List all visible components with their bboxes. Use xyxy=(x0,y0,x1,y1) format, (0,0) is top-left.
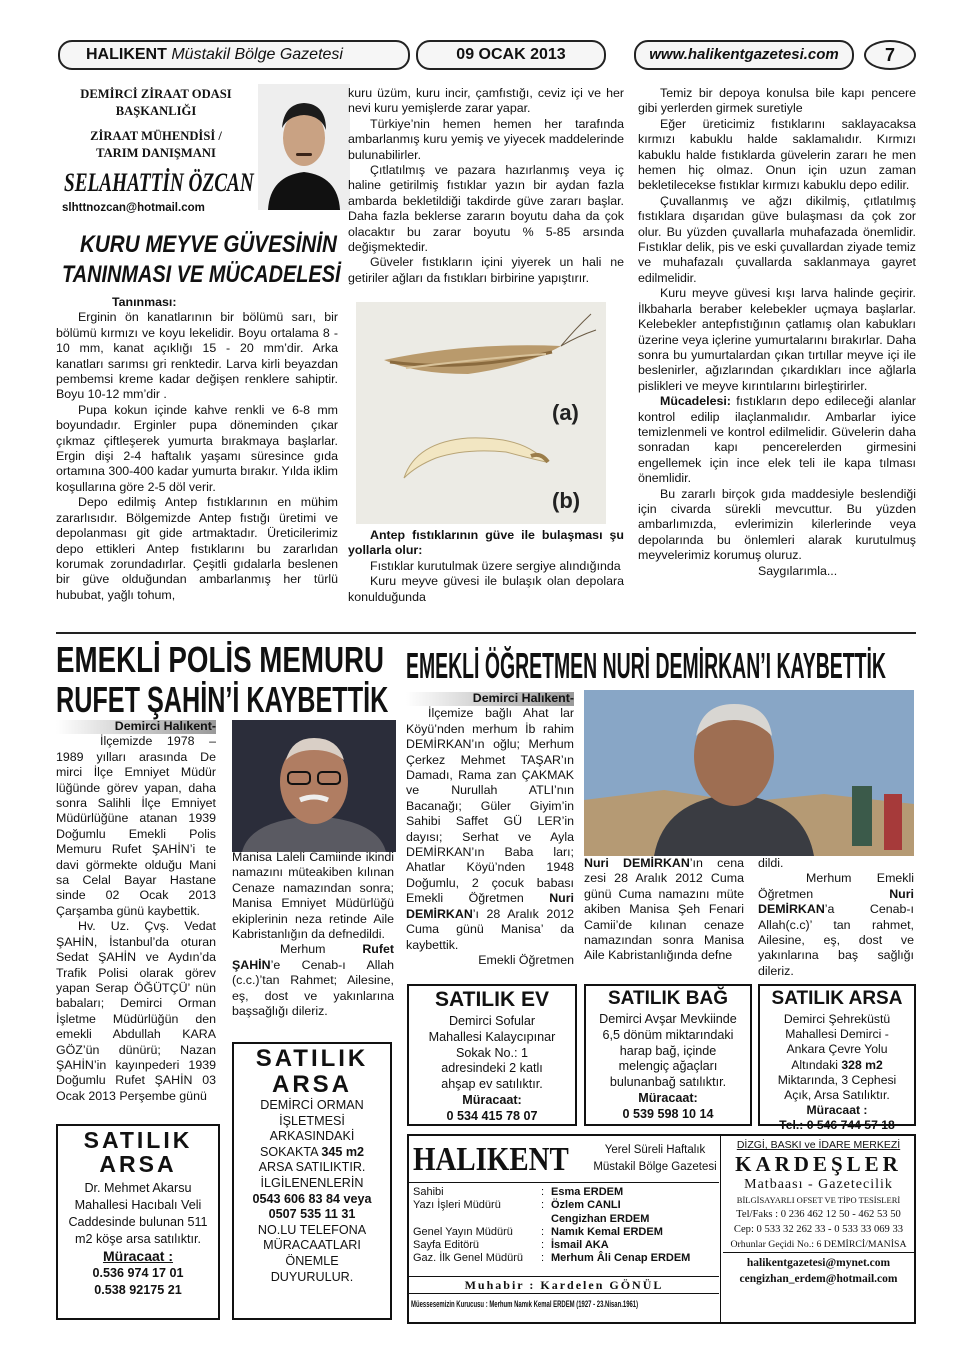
ogretmen-col3-pre: Merhum Emekli Öğretmen xyxy=(758,871,914,901)
polis-photo xyxy=(232,720,396,852)
arsa2-line-5: ARSA SATILIKTIR. xyxy=(258,1160,366,1175)
main-article-col-2 xyxy=(348,86,624,286)
arsa2-phone-2: 0507 535 11 31 xyxy=(268,1207,356,1222)
polis-col1-p1: İlçemizde 1978 – 1989 yılları arasında De mirci İlçe Emniyet Müdür lüğünde görev yapan, daha sonra Salihli İlçe Emniyet Müdürlüğüne atanan 1939 Doğumlu Emekli Polis Memuru Rufet ŞAHİN’i te davi görmekte olduğu Mani sa Celal Bayar Hastane sinde 02 Ocak 2013 Çarşamba günü kaybettik. xyxy=(56,734,216,918)
bag-line-1: Demirci Avşar Mevkiinde xyxy=(599,1012,737,1026)
bag-line-5: bulunanbağ satılıktır. xyxy=(609,1075,727,1090)
main-col2-p2: Türkiye’nin hemen hemen her tarafında ambarlanmış kuru yemiş ve yiyecek maddelerinde bulunabilirler. xyxy=(348,116,624,162)
ogretmen-col2-bold: Nuri DEMİRKAN xyxy=(584,856,690,870)
masthead xyxy=(407,1134,916,1324)
ev-line-4: adresindeki 2 katlı xyxy=(441,1061,543,1076)
ogretmen-col-2 xyxy=(584,856,744,964)
main-article-col-2b xyxy=(348,528,624,605)
arsa1-line-4 xyxy=(760,1058,914,1073)
main-col3-mucadele xyxy=(638,394,916,486)
bag-phone: 0 539 598 10 14 xyxy=(622,1106,714,1121)
masthead-left xyxy=(409,1136,721,1322)
arsa2-line4-bold: 345 m2 xyxy=(321,1144,365,1159)
ogretmen-col2-p1 xyxy=(584,856,744,964)
masthead-staff xyxy=(413,1186,719,1266)
ogretmen-col3-name: Nuri DEMİRKAN xyxy=(758,886,914,917)
print-desc: BİLGİSAYARLI OFSET VE TİPO TESİSLERİ xyxy=(736,1195,901,1205)
staff-name-3: Cengizhan ERDEM xyxy=(551,1212,650,1225)
column-author xyxy=(56,86,256,217)
polis-col2-p2 xyxy=(232,942,394,1019)
main-col1-p3: Depo edilmiş Antep fıstıklarının en mühim zararlısıdır. Bölgemizde Antep fıstığı üretimi ve depolanması git gide artmaktadır. Üreticilerimiz depo ettikleri Antep fıstıklarını bu zararlıdan korumak zorundadırlar. Çeşitli gıdalarla beslenen bir güve olduğundan ambarlanmış her türlü hububat, yağlı tohum, xyxy=(56,495,338,602)
ogretmen-byline: Demirci Halıkent- xyxy=(472,691,574,705)
ad-satilik-arsa-2 xyxy=(232,1042,392,1320)
main-col1-p1: Erginin ön kanatlarının bir bölümü sarı, bir bölümü kırmızı ve koyu lekelidir. Boyu ortalama 8 - 10 mm, kanat açıklığı 15 - 20 mm’dir. Arka kanatları sarımsı gri renktedir. Larva kirli beyazdan pembemsi kreme kadar değişen renklere sahiptir. Boyu 10-12 mm’dir . xyxy=(56,310,338,402)
header-website[interactable]: www.halikentgazetesi.com xyxy=(634,40,854,70)
arsa2-line-6: İLGİLENENLERİN xyxy=(260,1175,364,1190)
staff-row-2: Yazı İşleri Müdürü : Özlem CANLI xyxy=(413,1199,621,1212)
mucadele-text: fıstıkların depo edileceği alanlar kontrol edilip ilaçlanmalıdır. Ambarlar iyice temizlenmeli ve kontrol edilmelidir. Güvelerin daha sonradan kapı pencerelerden girmesini engellemek için ince elek teli ile kapa tılması önemlidir. xyxy=(638,394,916,486)
polis-end-pre: Merhum xyxy=(280,942,326,957)
ad-satilik-arsa-1 xyxy=(758,984,916,1133)
arsa3-title-1: SATILIK xyxy=(83,1127,193,1153)
staff-name-2: Özlem CANLI xyxy=(551,1199,621,1212)
ogretmen-col-3 xyxy=(758,856,914,979)
print-head: DİZGİ, BASKI ve İDARE MERKEZİ xyxy=(736,1139,901,1151)
arsa1-line-1: Demirci Şehreküstü xyxy=(783,1012,891,1026)
ev-line-2: Mahallesi Kalaycıpınar xyxy=(428,1029,556,1044)
print-cep: Cep: 0 533 32 262 33 - 0 533 33 069 33 xyxy=(733,1224,904,1235)
arsa3-phone-1: 0.536 974 17 01 xyxy=(92,1266,184,1280)
main-col3-p2: Eğer üreticimiz fıstıklarını saklayacaksa kırmızı kabuklu halde saklamalıdır. Kırmızı kabuklu halde fıstıklarda güvelerin zararı he men hemen hiç olmaz. Onun için uzun zaman bekletilecekse fıstıklar kırmızı kabuklu depo edilir. xyxy=(638,116,916,193)
arsa1-line-6: Açık, Arsa Satılıktır. xyxy=(784,1088,890,1103)
masthead-rule xyxy=(409,1182,719,1183)
print-sub: Matbaası - Gazetecilik xyxy=(744,1177,893,1192)
figure-label-b: (b) xyxy=(552,488,581,513)
author-org-1: DEMİRCİ ZİRAAT ODASI xyxy=(80,87,232,101)
arsa1-phone: Tel.: 0 546 744 57 18 xyxy=(779,1118,895,1133)
main-article-col-1 xyxy=(56,295,338,603)
main-col2-head: Antep fıstıklarının güve ile bulaşması şu yollarla olur: xyxy=(348,528,624,558)
ogretmen-title: EMEKLİ ÖĞRETMEN NURİ DEMİRKAN’I KAYBETTİK xyxy=(406,645,886,686)
section-divider xyxy=(56,632,916,634)
masthead-desc-2: Müstakil Bölge Gazetesi xyxy=(593,1161,717,1173)
ogretmen-col-1 xyxy=(406,691,574,968)
header-brand-sub: Müstakil Bölge Gazetesi xyxy=(171,46,343,63)
article-ogretmen xyxy=(406,640,916,980)
arsa1-line4-pre: Altındaki xyxy=(791,1057,838,1072)
main-col2-p3: Çıtlatılmış ve pazara hazırlanmış veya iç haline getirilmiş fıstıklar yazın bir aydan fazla ambarda bekletildiği takdirde güve zararı başlar. Daha fazla beklerse zararın boyutu daha da çok olacaktır bu zarar boyutu % 5-85 arsında değişmektedir. xyxy=(348,163,624,255)
arsa1-contact-label: Müracaat : xyxy=(806,1103,868,1118)
staff-row-5: Sayfa Editörü : İsmail AKA xyxy=(413,1239,609,1252)
arsa1-line4-bold: 328 m2 xyxy=(841,1057,883,1072)
author-org-2: BAŞKANLIĞI xyxy=(115,104,197,118)
polis-col-1 xyxy=(56,719,216,1104)
polis-end-name: Rufet ŞAHİN xyxy=(232,942,394,972)
main-subhead: Tanınması: xyxy=(112,295,177,309)
author-email[interactable]: slhttnozcan@hotmail.com xyxy=(62,202,205,214)
masthead-desc xyxy=(593,1142,717,1176)
print-name: KARDEŞLER xyxy=(735,1152,902,1176)
polis-title-line-1: EMEKLİ POLİS MEMURU xyxy=(56,639,385,680)
main-col2-b1: Fıstıklar kurutulmak üzere sergiye alındığında xyxy=(370,558,621,573)
masthead-muhabir: Muhabir : Kardelen GÖNÜL xyxy=(409,1276,719,1294)
bag-title: SATILIK BAĞ xyxy=(608,988,728,1009)
bag-line-2: 6,5 dönüm miktarındaki xyxy=(602,1027,734,1042)
polis-byline: Demirci Halıkent- xyxy=(114,719,216,733)
ogretmen-col1-p1 xyxy=(406,706,574,953)
arsa1-title: SATILIK ARSA xyxy=(771,988,903,1009)
main-article xyxy=(56,80,916,630)
ev-contact-label: Müracaat: xyxy=(462,1092,522,1107)
arsa2-line-3: ARKASINDAKİ xyxy=(269,1129,355,1144)
main-col3-p3: Çuvallanmış ve ağzı dikilmiş, çıtlatılmış fıstıklara dışarıdan güve bulaşması da çok zor olur. Bu yüzden çuvallarla muhafazada önemlidir. Fıstıklar delik, pis ve eski çuvallardan ziyade temiz ve muhafazalı çuvallarda saklanmaya gayret edilmelidir. xyxy=(638,193,916,285)
masthead-desc-1: Yerel Süreli Haftalık xyxy=(604,1144,706,1156)
arsa2-line-9: ÖNEMLE xyxy=(285,1253,339,1268)
staff-row-4: Genel Yayın Müdürü : Namık Kemal ERDEM xyxy=(413,1225,663,1238)
arsa3-line-2: Mahallesi Hacıbalı Veli xyxy=(74,1198,202,1212)
arsa2-title-1: SATILIK xyxy=(255,1045,369,1072)
ev-title: SATILIK EV xyxy=(435,988,549,1011)
arsa2-line-10: DUYURULUR. xyxy=(270,1269,354,1284)
main-col1-p2: Pupa kokun içinde kahve renkli ve 6-8 mm boyundadır. Erginler pupa döneminden çıkar çıkmaz çiftleşerek yumurta bırakmaya başlarlar. Ergin dişi 2-4 haftalık yaşamı süresince gıda ortamına 300-400 kadar yumurta bırakır. Yılda iklim koşullarına göre 2-5 döl verir. xyxy=(56,402,338,494)
polis-col-2 xyxy=(232,850,394,1019)
bag-line-3: harap bağ, içinde xyxy=(619,1043,717,1058)
arsa3-phone-2: 0.538 92175 21 xyxy=(94,1283,182,1297)
arsa3-title-2: ARSA xyxy=(99,1151,177,1177)
arsa2-line4-pre: SOKAKTA xyxy=(259,1144,318,1159)
ogretmen-col1-last: Emekli Öğretmen xyxy=(478,952,574,967)
main-col3-sign: Saygılarımla... xyxy=(758,563,838,578)
staff-role-2: Yazı İşleri Müdürü xyxy=(413,1199,501,1212)
bag-contact-label: Müracaat: xyxy=(638,1090,698,1105)
main-col2-b2: Kuru meyve güvesi ile bulaşık olan depolara konulduğunda xyxy=(348,574,624,604)
ogretmen-col1-end: ’ı 28 Aralık 2012 Cuma günü Manisa’ da kaybettik. xyxy=(406,906,574,952)
masthead-email-2[interactable]: cengizhan_erdem@hotmail.com xyxy=(739,1273,898,1285)
polis-col2-p1: Manisa Laleli Camiinde ikindi namazını müteakiben kılınan Cenaze namazından sonra; Manisa Emniyet Müdürlüğü ekiplerinin neza retinde Aile Kabristanlığın da defnedildi. xyxy=(232,850,394,942)
masthead-printer xyxy=(723,1136,914,1322)
main-title-line-2: TANINMASI VE MÜCADELESİ xyxy=(62,261,341,288)
arsa3-line-4: m2 köşe arsa satılıktır. xyxy=(75,1232,201,1246)
ad-satilik-ev xyxy=(407,984,577,1126)
bag-line-4: melengiç ağaçları xyxy=(618,1059,718,1074)
author-name: SELAHATTİN ÖZCAN xyxy=(64,168,254,197)
ogretmen-col3-p2 xyxy=(758,871,914,979)
header-brand-pill xyxy=(58,40,410,70)
polis-title-line-2: RUFET ŞAHİN’İ KAYBETTİK xyxy=(56,679,389,720)
staff-name-4: Namık Kemal ERDEM xyxy=(551,1225,663,1238)
print-tel: Tel/Faks : 0 236 462 12 50 - 462 53 50 xyxy=(736,1209,901,1220)
ad-satilik-arsa-3 xyxy=(56,1124,220,1320)
header-date: 09 OCAK 2013 xyxy=(416,40,606,70)
ev-line-3: Sokak No.: 1 xyxy=(455,1045,529,1060)
staff-name-6: Merhum Âli Cenap ERDEM xyxy=(551,1252,691,1265)
arsa1-line-2: Mahallesi Demirci - xyxy=(785,1027,889,1042)
staff-name-1: Esma ERDEM xyxy=(551,1186,624,1198)
ogretmen-col3-first: dildi. xyxy=(758,856,784,870)
main-col2-p1: kuru üzüm, kuru incir, çamfıstığı, ceviz içi ve her nevi kuru yemişlerde zarar yapar. xyxy=(348,86,624,116)
ev-line-5: ahşap ev satılıktır. xyxy=(441,1077,543,1092)
staff-role-6: Gaz. İlk Genel Müdürü xyxy=(413,1252,524,1265)
staff-row-6: Gaz. İlk Genel Müdürü : Merhum Âli Cenap ERDEM xyxy=(413,1252,691,1265)
arsa3-contact-label: Müracaat : xyxy=(102,1248,174,1264)
staff-row-3 xyxy=(413,1213,719,1226)
main-article-col-3 xyxy=(638,86,916,579)
staff-name-5: İsmail AKA xyxy=(551,1239,609,1252)
polis-end-post: ’e Cenab-ı Allah (c.c.)’tan Rahmet; Ailesine, eş, dost ve yakınlarına başsağlığı dileriz. xyxy=(232,957,394,1019)
arsa2-phone-1: 0543 606 83 84 veya xyxy=(252,1191,372,1206)
author-role-2: TARIM DANIŞMANI xyxy=(96,146,216,160)
main-col3-p1: Temiz bir depoya konulsa bile kapı pencere gibi yerlerden girmek suretiyle xyxy=(638,86,916,116)
staff-role-5: Sayfa Editörü xyxy=(413,1239,480,1252)
ad-satilik-bag xyxy=(584,984,752,1126)
ev-line-1: Demirci Sofular xyxy=(448,1014,536,1028)
ev-phone: 0 534 415 78 07 xyxy=(446,1108,538,1123)
arsa1-line-3: Ankara Çevre Yolu xyxy=(786,1042,888,1057)
main-article-title xyxy=(56,230,348,290)
moth-figure xyxy=(356,302,606,524)
masthead-email-1[interactable]: halikentgazetesi@mynet.com xyxy=(746,1257,891,1269)
page-header xyxy=(58,40,916,70)
arsa3-line-1: Dr. Mehmet Akarsu xyxy=(84,1181,192,1195)
arsa2-line-1: DEMİRCİ ORMAN xyxy=(260,1098,364,1112)
page-number: 7 xyxy=(864,40,916,70)
ogretmen-photo xyxy=(584,690,914,856)
main-col3-p5: Bu zararlı birçok gıda maddesiyle beslendiği için civarda sürekli mevcuttur. Bu yüzden ambarlımızda, evlerimizin kilerlerinde veya depolarında bu önlemleri alarak kurutulmuş meyvelerimiz korumuş oluruz. xyxy=(638,486,916,563)
figure-label-a: (a) xyxy=(552,400,579,425)
polis-col1-p2: Hv. Uz. Çvş. Vedat ŞAHİN, İstanbul’da oturan Sedat ŞAHİN ve Aydın’da Trafik Polisi olarak görev yapan Serap ÖĞÜTÇÜ’ nün babaları; Demirci Orman İşletme Müdürlüğün den emekli Abdullah KARA GÖZ’ün dünürü; Nazan ŞAHİN’in kayınpederi 1939 Doğumlu Rufet ŞAHİN 03 Ocak 2013 Perşembe günü xyxy=(56,919,216,1103)
ogretmen-col1-bold: Nuri DEMİRKAN xyxy=(406,891,574,921)
main-col2-p4: Güveler fıstıkların içini yiyerek un hali ne getiriler ağları da fıstıkları birbirine yapıştırır. xyxy=(348,255,624,285)
arsa2-line-4 xyxy=(234,1145,390,1161)
author-photo xyxy=(258,84,350,210)
ogretmen-col3-post: ’a Cenab-ı Allah(c.c)’ tan rahmet, Ailesine, eş, dost ve yakınlarına baş sağlığı dileriz. xyxy=(758,902,914,978)
author-role-1: ZİRAAT MÜHENDİSİ / xyxy=(90,129,222,143)
staff-role-3 xyxy=(413,1213,551,1226)
arsa2-line-8: MÜRACAATLARI xyxy=(263,1238,361,1253)
arsa2-line-7: NO.LU TELEFONA xyxy=(257,1222,367,1237)
main-title-line-1: KURU MEYVE GÜVESİNİN xyxy=(80,231,337,258)
arsa1-line-5: Miktarında, 3 Cephesi xyxy=(777,1072,897,1087)
ogretmen-col2-text: ’ın cena zesi 28 Aralık 2012 Cuma günü Cuma namazını müte akiben Manisa Şeh Fenari Camii’de kılınan cenaze namazından sonra Manisa Aile Kabristanlığında defne xyxy=(584,856,744,963)
arsa2-title-2: ARSA xyxy=(271,1071,352,1098)
masthead-name: HALIKENT xyxy=(413,1141,569,1178)
header-brand: HALIKENT xyxy=(86,46,167,63)
staff-role-4: Genel Yayın Müdürü xyxy=(413,1225,513,1238)
mucadele-head: Mücadelesi: xyxy=(660,394,731,409)
staff-role-1: Sahibi xyxy=(413,1186,444,1198)
print-addr: Orhunlar Geçidi No.: 6 DEMİRCİ/MANİSA xyxy=(723,1237,914,1253)
staff-row-1: Sahibi : Esma ERDEM xyxy=(413,1186,624,1198)
arsa2-line-2: İŞLETMESİ xyxy=(279,1113,345,1128)
main-col3-p4: Kuru meyve güvesi kışı larva halinde geçirir. İlkbaharla beraber kelebekler uçmaya başlarlar. Kelebekler antepfıstığının çatlamış olan kabukları üzerine veya içlerine yumurtalarını bırakırlar. Daha sonra bu yumurtalardan çıkan tırtıllar meyve içi ile beslenirler, ağızlarından çıkardıkları ince ağlarla pislikleri ve meyve kırıntılarını birleştirirler. xyxy=(638,286,916,393)
ogretmen-col1-text: İlçemize bağlı Ahat lar Köyü’nden merhum İb rahim DEMİRKAN’ın oğlu; Merhum Çerkez Mehmet TAŞAR’ın Damadı, Rama zan ÇAKMAK ve Nurullah ATLI’nın Bacanağı; Güler Giyim’in Sahibi Saffet GÜ LER’in dayısı; Serhat ve Ayla DEMİRKAN’ın Baba ları; Ahatlar Köyü’nden 1948 Doğumlu, 2 çocuk babası Emekli Öğretmen xyxy=(406,706,574,906)
arsa3-line-3: Caddesinde bulunan 511 xyxy=(68,1215,208,1229)
masthead-founder: Müessesemizin Kurucusu : Merhum Namık Kemal ERDEM (1927 - 23.Nisan.1961) xyxy=(411,1299,639,1310)
